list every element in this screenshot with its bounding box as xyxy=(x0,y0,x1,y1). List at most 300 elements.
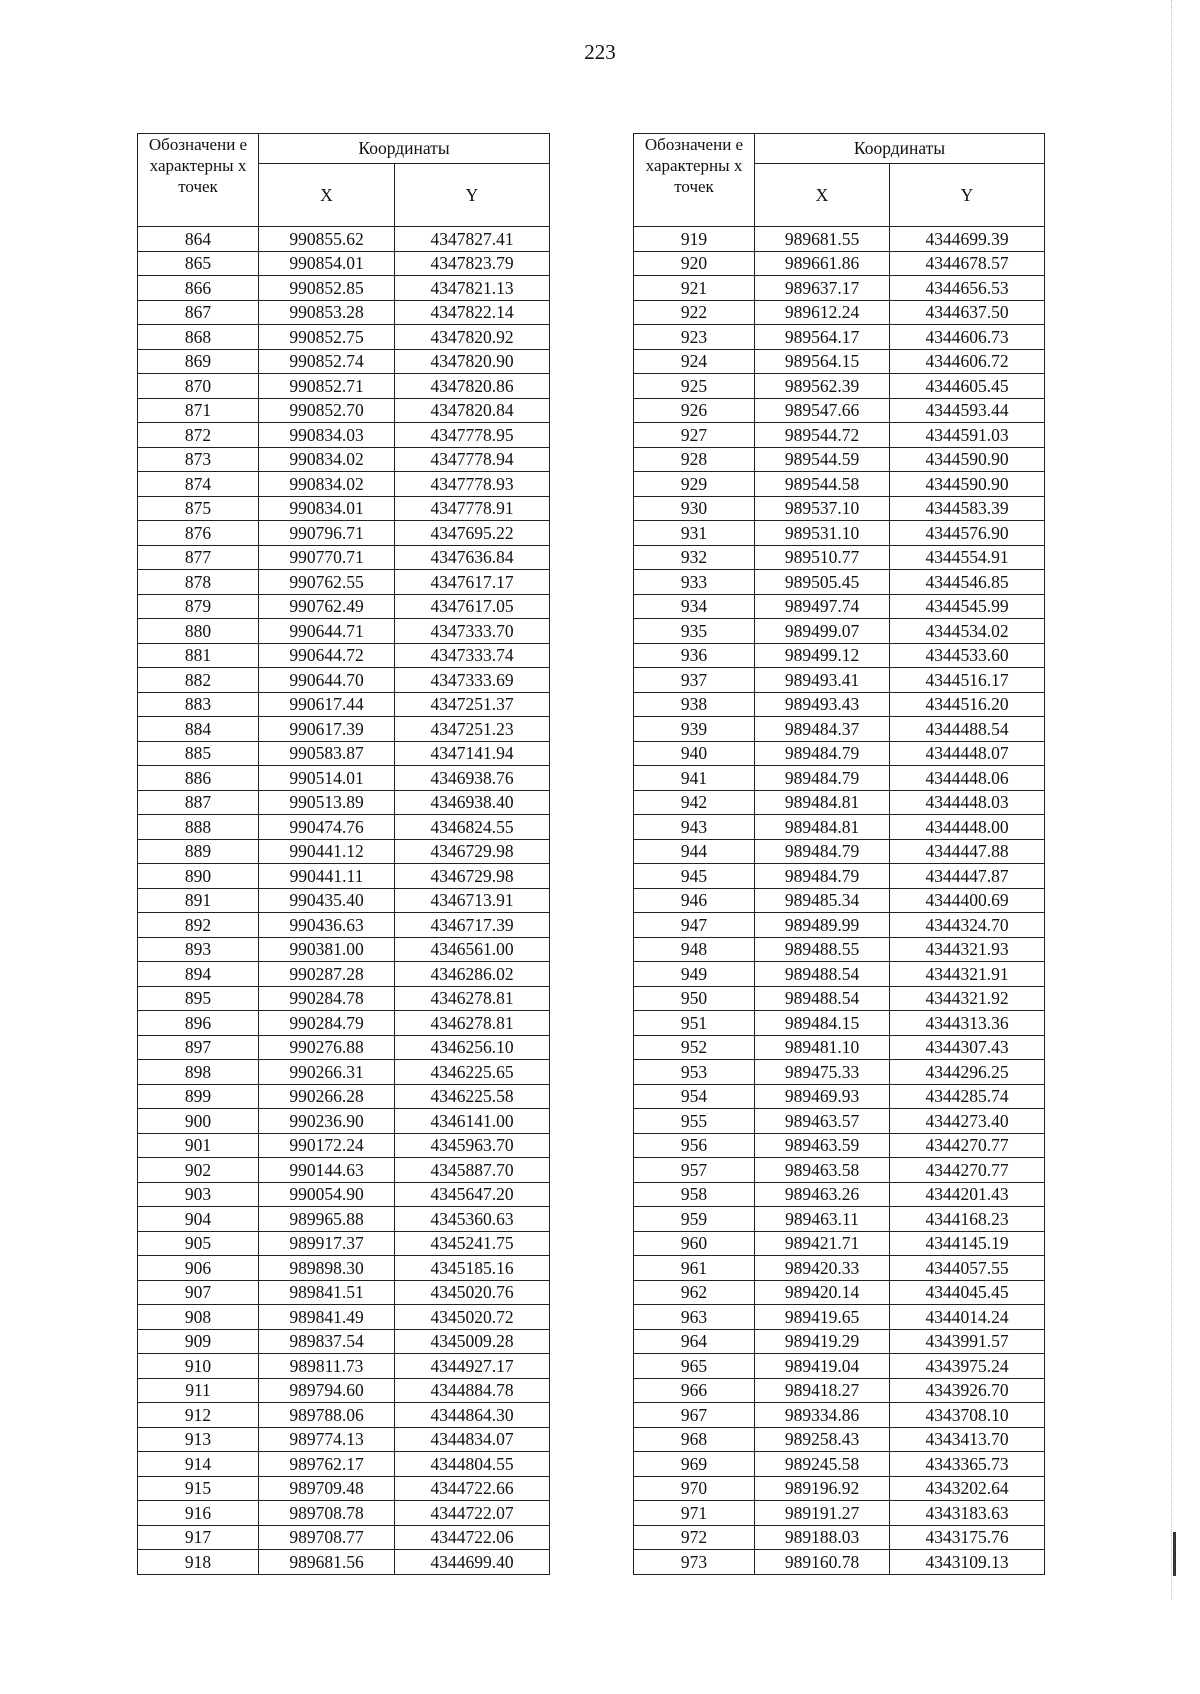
y-coordinate-cell: 4344545.99 xyxy=(890,594,1045,619)
x-coordinate-cell: 989544.58 xyxy=(755,472,890,497)
x-coordinate-cell: 989497.74 xyxy=(755,594,890,619)
point-id-cell: 871 xyxy=(138,398,259,423)
point-id-cell: 905 xyxy=(138,1231,259,1256)
table-row xyxy=(138,1256,550,1281)
table-row xyxy=(634,570,1045,595)
y-coordinate-cell: 4343413.70 xyxy=(890,1427,1045,1452)
point-id-cell: 934 xyxy=(634,594,755,619)
x-coordinate-cell: 989788.06 xyxy=(259,1403,395,1428)
y-coordinate-cell: 4347636.84 xyxy=(395,545,550,570)
y-coordinate-cell: 4344447.88 xyxy=(890,839,1045,864)
x-coordinate-cell: 989463.26 xyxy=(755,1182,890,1207)
table-row xyxy=(634,1550,1045,1575)
point-id-cell: 938 xyxy=(634,692,755,717)
coordinates-table-right xyxy=(633,133,1045,1575)
point-id-cell: 873 xyxy=(138,447,259,472)
point-id-cell: 957 xyxy=(634,1158,755,1183)
x-coordinate-cell: 990834.01 xyxy=(259,496,395,521)
x-coordinate-cell: 990852.85 xyxy=(259,276,395,301)
point-id-cell: 931 xyxy=(634,521,755,546)
table-row xyxy=(138,1550,550,1575)
y-coordinate-cell: 4347333.74 xyxy=(395,643,550,668)
x-coordinate-cell: 989547.66 xyxy=(755,398,890,423)
table-row xyxy=(138,864,550,889)
y-coordinate-cell: 4344057.55 xyxy=(890,1256,1045,1281)
y-coordinate-cell: 4347820.92 xyxy=(395,325,550,350)
x-coordinate-cell: 989418.27 xyxy=(755,1378,890,1403)
table-row xyxy=(138,1035,550,1060)
y-coordinate-cell: 4346938.76 xyxy=(395,766,550,791)
table-row xyxy=(138,1280,550,1305)
table-row xyxy=(634,937,1045,962)
x-coordinate-cell: 989709.48 xyxy=(259,1476,395,1501)
table-row xyxy=(634,325,1045,350)
y-coordinate-cell: 4346729.98 xyxy=(395,864,550,889)
point-id-cell: 899 xyxy=(138,1084,259,1109)
y-coordinate-cell: 4345647.20 xyxy=(395,1182,550,1207)
point-id-cell: 973 xyxy=(634,1550,755,1575)
table-row xyxy=(138,1329,550,1354)
table-row xyxy=(634,521,1045,546)
table-row xyxy=(634,276,1045,301)
point-id-cell: 970 xyxy=(634,1476,755,1501)
y-coordinate-cell: 4347820.90 xyxy=(395,349,550,374)
table-row xyxy=(138,839,550,864)
y-coordinate-cell: 4346938.40 xyxy=(395,790,550,815)
table-row xyxy=(634,913,1045,938)
y-coordinate-cell: 4346286.02 xyxy=(395,962,550,987)
table-row xyxy=(138,472,550,497)
point-id-cell: 877 xyxy=(138,545,259,570)
table-row xyxy=(138,1452,550,1477)
table-row xyxy=(138,349,550,374)
table-row xyxy=(634,1158,1045,1183)
table-row xyxy=(634,251,1045,276)
point-id-cell: 944 xyxy=(634,839,755,864)
y-coordinate-cell: 4347617.17 xyxy=(395,570,550,595)
point-id-cell: 964 xyxy=(634,1329,755,1354)
table-row xyxy=(634,741,1045,766)
x-coordinate-cell: 990441.12 xyxy=(259,839,395,864)
table-row xyxy=(634,1207,1045,1232)
point-id-cell: 954 xyxy=(634,1084,755,1109)
table-row xyxy=(634,864,1045,889)
table-row xyxy=(138,692,550,717)
y-coordinate-cell: 4344533.60 xyxy=(890,643,1045,668)
point-id-cell: 888 xyxy=(138,815,259,840)
table-row xyxy=(138,1109,550,1134)
y-coordinate-cell: 4346561.00 xyxy=(395,937,550,962)
y-coordinate-cell: 4343175.76 xyxy=(890,1525,1045,1550)
x-coordinate-cell: 990853.28 xyxy=(259,300,395,325)
table-row xyxy=(138,1060,550,1085)
point-id-cell: 940 xyxy=(634,741,755,766)
table-row xyxy=(138,1403,550,1428)
coordinates-table-left xyxy=(137,133,550,1575)
x-coordinate-cell: 990287.28 xyxy=(259,962,395,987)
table-row xyxy=(138,300,550,325)
y-coordinate-cell: 4345360.63 xyxy=(395,1207,550,1232)
table-row xyxy=(138,1378,550,1403)
point-id-cell: 907 xyxy=(138,1280,259,1305)
x-coordinate-cell: 989463.11 xyxy=(755,1207,890,1232)
x-coordinate-cell: 990276.88 xyxy=(259,1035,395,1060)
point-id-cell: 894 xyxy=(138,962,259,987)
x-coordinate-cell: 990436.63 xyxy=(259,913,395,938)
table-row xyxy=(634,668,1045,693)
point-id-cell: 897 xyxy=(138,1035,259,1060)
table-row xyxy=(634,815,1045,840)
table-row xyxy=(634,300,1045,325)
y-coordinate-cell: 4347821.13 xyxy=(395,276,550,301)
point-id-cell: 971 xyxy=(634,1501,755,1526)
y-coordinate-cell: 4344324.70 xyxy=(890,913,1045,938)
table-row xyxy=(138,1182,550,1207)
x-coordinate-cell: 989191.27 xyxy=(755,1501,890,1526)
point-id-cell: 962 xyxy=(634,1280,755,1305)
point-id-cell: 882 xyxy=(138,668,259,693)
point-id-cell: 952 xyxy=(634,1035,755,1060)
x-coordinate-cell: 989510.77 xyxy=(755,545,890,570)
point-id-cell: 872 xyxy=(138,423,259,448)
x-coordinate-cell: 990834.02 xyxy=(259,447,395,472)
x-coordinate-cell: 990266.28 xyxy=(259,1084,395,1109)
table-row xyxy=(634,1084,1045,1109)
y-coordinate-cell: 4347778.94 xyxy=(395,447,550,472)
table-row xyxy=(634,1329,1045,1354)
y-coordinate-cell: 4346225.65 xyxy=(395,1060,550,1085)
point-id-cell: 864 xyxy=(138,227,259,252)
y-coordinate-cell: 4345009.28 xyxy=(395,1329,550,1354)
x-coordinate-cell: 990834.02 xyxy=(259,472,395,497)
point-id-cell: 879 xyxy=(138,594,259,619)
y-coordinate-cell: 4346713.91 xyxy=(395,888,550,913)
point-id-cell: 943 xyxy=(634,815,755,840)
x-coordinate-cell: 989562.39 xyxy=(755,374,890,399)
y-coordinate-cell: 4344722.66 xyxy=(395,1476,550,1501)
x-coordinate-cell: 989544.59 xyxy=(755,447,890,472)
table-row xyxy=(138,398,550,423)
point-id-cell: 949 xyxy=(634,962,755,987)
table-row xyxy=(634,888,1045,913)
table-row xyxy=(138,717,550,742)
y-coordinate-cell: 4344448.00 xyxy=(890,815,1045,840)
y-coordinate-cell: 4344321.93 xyxy=(890,937,1045,962)
point-id-cell: 868 xyxy=(138,325,259,350)
y-coordinate-cell: 4344699.39 xyxy=(890,227,1045,252)
y-coordinate-cell: 4343183.63 xyxy=(890,1501,1045,1526)
table-row xyxy=(138,1133,550,1158)
x-coordinate-cell: 989499.07 xyxy=(755,619,890,644)
y-coordinate-cell: 4344447.87 xyxy=(890,864,1045,889)
x-coordinate-cell: 990284.78 xyxy=(259,986,395,1011)
point-id-cell: 908 xyxy=(138,1305,259,1330)
y-coordinate-cell: 4343109.13 xyxy=(890,1550,1045,1575)
x-coordinate-cell: 990852.70 xyxy=(259,398,395,423)
point-id-cell: 915 xyxy=(138,1476,259,1501)
y-coordinate-cell: 4347251.23 xyxy=(395,717,550,742)
x-coordinate-cell: 989493.43 xyxy=(755,692,890,717)
x-coordinate-cell: 989463.59 xyxy=(755,1133,890,1158)
point-id-cell: 884 xyxy=(138,717,259,742)
y-coordinate-cell: 4345185.16 xyxy=(395,1256,550,1281)
y-coordinate-cell: 4343926.70 xyxy=(890,1378,1045,1403)
y-coordinate-cell: 4344516.20 xyxy=(890,692,1045,717)
point-id-cell: 883 xyxy=(138,692,259,717)
table-row xyxy=(138,423,550,448)
point-id-cell: 891 xyxy=(138,888,259,913)
y-coordinate-cell: 4347695.22 xyxy=(395,521,550,546)
x-coordinate-cell: 989564.15 xyxy=(755,349,890,374)
table-row xyxy=(634,1109,1045,1134)
point-id-cell: 881 xyxy=(138,643,259,668)
point-id-cell: 947 xyxy=(634,913,755,938)
x-coordinate-cell: 990381.00 xyxy=(259,937,395,962)
table-row xyxy=(138,447,550,472)
y-coordinate-cell: 4344313.36 xyxy=(890,1011,1045,1036)
point-id-cell: 886 xyxy=(138,766,259,791)
table-row xyxy=(138,570,550,595)
table-row xyxy=(138,325,550,350)
y-coordinate-cell: 4344273.40 xyxy=(890,1109,1045,1134)
table-row xyxy=(634,619,1045,644)
point-id-cell: 941 xyxy=(634,766,755,791)
x-coordinate-cell: 989488.54 xyxy=(755,986,890,1011)
point-id-cell: 893 xyxy=(138,937,259,962)
table-row xyxy=(138,913,550,938)
y-coordinate-cell: 4344605.45 xyxy=(890,374,1045,399)
table-row xyxy=(634,1256,1045,1281)
x-coordinate-cell: 990514.01 xyxy=(259,766,395,791)
x-coordinate-cell: 989196.92 xyxy=(755,1476,890,1501)
point-id-cell: 901 xyxy=(138,1133,259,1158)
point-id-cell: 956 xyxy=(634,1133,755,1158)
y-coordinate-cell: 4344321.91 xyxy=(890,962,1045,987)
header-point-label: Обозначени е характерны х точек xyxy=(634,134,755,227)
y-coordinate-cell: 4343991.57 xyxy=(890,1329,1045,1354)
x-coordinate-cell: 989637.17 xyxy=(755,276,890,301)
point-id-cell: 937 xyxy=(634,668,755,693)
y-coordinate-cell: 4346824.55 xyxy=(395,815,550,840)
x-coordinate-cell: 990435.40 xyxy=(259,888,395,913)
point-id-cell: 921 xyxy=(634,276,755,301)
x-coordinate-cell: 990762.55 xyxy=(259,570,395,595)
x-coordinate-cell: 989469.93 xyxy=(755,1084,890,1109)
header-y: Y xyxy=(395,164,550,227)
point-id-cell: 945 xyxy=(634,864,755,889)
table-row xyxy=(634,692,1045,717)
table-row xyxy=(138,227,550,252)
table-body xyxy=(634,227,1045,1575)
table-row xyxy=(634,790,1045,815)
x-coordinate-cell: 989484.79 xyxy=(755,766,890,791)
table-row xyxy=(138,962,550,987)
y-coordinate-cell: 4344591.03 xyxy=(890,423,1045,448)
table-row xyxy=(634,717,1045,742)
y-coordinate-cell: 4344201.43 xyxy=(890,1182,1045,1207)
y-coordinate-cell: 4344307.43 xyxy=(890,1035,1045,1060)
y-coordinate-cell: 4343975.24 xyxy=(890,1354,1045,1379)
table-row xyxy=(634,1060,1045,1085)
x-coordinate-cell: 989837.54 xyxy=(259,1329,395,1354)
y-coordinate-cell: 4344834.07 xyxy=(395,1427,550,1452)
y-coordinate-cell: 4344722.07 xyxy=(395,1501,550,1526)
y-coordinate-cell: 4346729.98 xyxy=(395,839,550,864)
header-point-label: Обозначени е характерны х точек xyxy=(138,134,259,227)
table-row xyxy=(634,1231,1045,1256)
y-coordinate-cell: 4346256.10 xyxy=(395,1035,550,1060)
x-coordinate-cell: 989463.57 xyxy=(755,1109,890,1134)
x-coordinate-cell: 989463.58 xyxy=(755,1158,890,1183)
x-coordinate-cell: 990284.79 xyxy=(259,1011,395,1036)
x-coordinate-cell: 990644.70 xyxy=(259,668,395,693)
point-id-cell: 939 xyxy=(634,717,755,742)
header-x: X xyxy=(755,164,890,227)
x-coordinate-cell: 989898.30 xyxy=(259,1256,395,1281)
table-row xyxy=(138,1525,550,1550)
point-id-cell: 933 xyxy=(634,570,755,595)
y-coordinate-cell: 4344554.91 xyxy=(890,545,1045,570)
table-row xyxy=(634,472,1045,497)
point-id-cell: 874 xyxy=(138,472,259,497)
y-coordinate-cell: 4344590.90 xyxy=(890,447,1045,472)
x-coordinate-cell: 989488.55 xyxy=(755,937,890,962)
page-number: 223 xyxy=(584,40,616,64)
y-coordinate-cell: 4344168.23 xyxy=(890,1207,1045,1232)
point-id-cell: 918 xyxy=(138,1550,259,1575)
table-row xyxy=(634,643,1045,668)
scan-edge-line xyxy=(1171,0,1172,1600)
table-row xyxy=(634,1011,1045,1036)
table-row xyxy=(634,962,1045,987)
x-coordinate-cell: 989484.81 xyxy=(755,790,890,815)
y-coordinate-cell: 4344590.90 xyxy=(890,472,1045,497)
table-row xyxy=(138,619,550,644)
x-coordinate-cell: 990617.39 xyxy=(259,717,395,742)
y-coordinate-cell: 4347778.93 xyxy=(395,472,550,497)
point-id-cell: 959 xyxy=(634,1207,755,1232)
point-id-cell: 869 xyxy=(138,349,259,374)
table-row xyxy=(634,1305,1045,1330)
point-id-cell: 965 xyxy=(634,1354,755,1379)
table-row xyxy=(634,986,1045,1011)
point-id-cell: 967 xyxy=(634,1403,755,1428)
y-coordinate-cell: 4344722.06 xyxy=(395,1525,550,1550)
y-coordinate-cell: 4343708.10 xyxy=(890,1403,1045,1428)
x-coordinate-cell: 989484.79 xyxy=(755,864,890,889)
x-coordinate-cell: 990852.75 xyxy=(259,325,395,350)
point-id-cell: 961 xyxy=(634,1256,755,1281)
x-coordinate-cell: 990474.76 xyxy=(259,815,395,840)
x-coordinate-cell: 990144.63 xyxy=(259,1158,395,1183)
point-id-cell: 960 xyxy=(634,1231,755,1256)
x-coordinate-cell: 989420.14 xyxy=(755,1280,890,1305)
y-coordinate-cell: 4345887.70 xyxy=(395,1158,550,1183)
table-row xyxy=(634,447,1045,472)
table-row xyxy=(138,545,550,570)
y-coordinate-cell: 4346225.58 xyxy=(395,1084,550,1109)
y-coordinate-cell: 4344593.44 xyxy=(890,398,1045,423)
point-id-cell: 910 xyxy=(138,1354,259,1379)
point-id-cell: 919 xyxy=(634,227,755,252)
table-row xyxy=(138,1427,550,1452)
point-id-cell: 958 xyxy=(634,1182,755,1207)
point-id-cell: 892 xyxy=(138,913,259,938)
table-row xyxy=(634,398,1045,423)
x-coordinate-cell: 990644.72 xyxy=(259,643,395,668)
table-row xyxy=(634,227,1045,252)
y-coordinate-cell: 4344656.53 xyxy=(890,276,1045,301)
point-id-cell: 926 xyxy=(634,398,755,423)
y-coordinate-cell: 4344576.90 xyxy=(890,521,1045,546)
point-id-cell: 870 xyxy=(138,374,259,399)
x-coordinate-cell: 989544.72 xyxy=(755,423,890,448)
table-row xyxy=(138,1011,550,1036)
y-coordinate-cell: 4346717.39 xyxy=(395,913,550,938)
y-coordinate-cell: 4344678.57 xyxy=(890,251,1045,276)
point-id-cell: 916 xyxy=(138,1501,259,1526)
table-row xyxy=(138,937,550,962)
y-coordinate-cell: 4347778.95 xyxy=(395,423,550,448)
point-id-cell: 925 xyxy=(634,374,755,399)
table-row xyxy=(138,496,550,521)
table-row xyxy=(634,1427,1045,1452)
y-coordinate-cell: 4344448.06 xyxy=(890,766,1045,791)
table-row xyxy=(138,521,550,546)
table-row xyxy=(634,374,1045,399)
x-coordinate-cell: 990236.90 xyxy=(259,1109,395,1134)
x-coordinate-cell: 989841.49 xyxy=(259,1305,395,1330)
point-id-cell: 953 xyxy=(634,1060,755,1085)
table-row xyxy=(634,423,1045,448)
point-id-cell: 890 xyxy=(138,864,259,889)
table-row xyxy=(138,1084,550,1109)
point-id-cell: 942 xyxy=(634,790,755,815)
y-coordinate-cell: 4344321.92 xyxy=(890,986,1045,1011)
y-coordinate-cell: 4344400.69 xyxy=(890,888,1045,913)
x-coordinate-cell: 989564.17 xyxy=(755,325,890,350)
x-coordinate-cell: 990513.89 xyxy=(259,790,395,815)
x-coordinate-cell: 989774.13 xyxy=(259,1427,395,1452)
table-row xyxy=(138,1305,550,1330)
point-id-cell: 929 xyxy=(634,472,755,497)
point-id-cell: 936 xyxy=(634,643,755,668)
point-id-cell: 904 xyxy=(138,1207,259,1232)
table-row xyxy=(634,1354,1045,1379)
x-coordinate-cell: 989505.45 xyxy=(755,570,890,595)
x-coordinate-cell: 989537.10 xyxy=(755,496,890,521)
point-id-cell: 911 xyxy=(138,1378,259,1403)
x-coordinate-cell: 989419.04 xyxy=(755,1354,890,1379)
x-coordinate-cell: 989681.55 xyxy=(755,227,890,252)
x-coordinate-cell: 989485.34 xyxy=(755,888,890,913)
point-id-cell: 895 xyxy=(138,986,259,1011)
x-coordinate-cell: 990644.71 xyxy=(259,619,395,644)
y-coordinate-cell: 4346141.00 xyxy=(395,1109,550,1134)
y-coordinate-cell: 4347820.84 xyxy=(395,398,550,423)
y-coordinate-cell: 4344637.50 xyxy=(890,300,1045,325)
point-id-cell: 948 xyxy=(634,937,755,962)
y-coordinate-cell: 4344606.73 xyxy=(890,325,1045,350)
point-id-cell: 906 xyxy=(138,1256,259,1281)
y-coordinate-cell: 4347778.91 xyxy=(395,496,550,521)
x-coordinate-cell: 989708.77 xyxy=(259,1525,395,1550)
table-row xyxy=(634,1378,1045,1403)
y-coordinate-cell: 4347251.37 xyxy=(395,692,550,717)
point-id-cell: 924 xyxy=(634,349,755,374)
table-body xyxy=(138,227,550,1575)
y-coordinate-cell: 4344448.03 xyxy=(890,790,1045,815)
